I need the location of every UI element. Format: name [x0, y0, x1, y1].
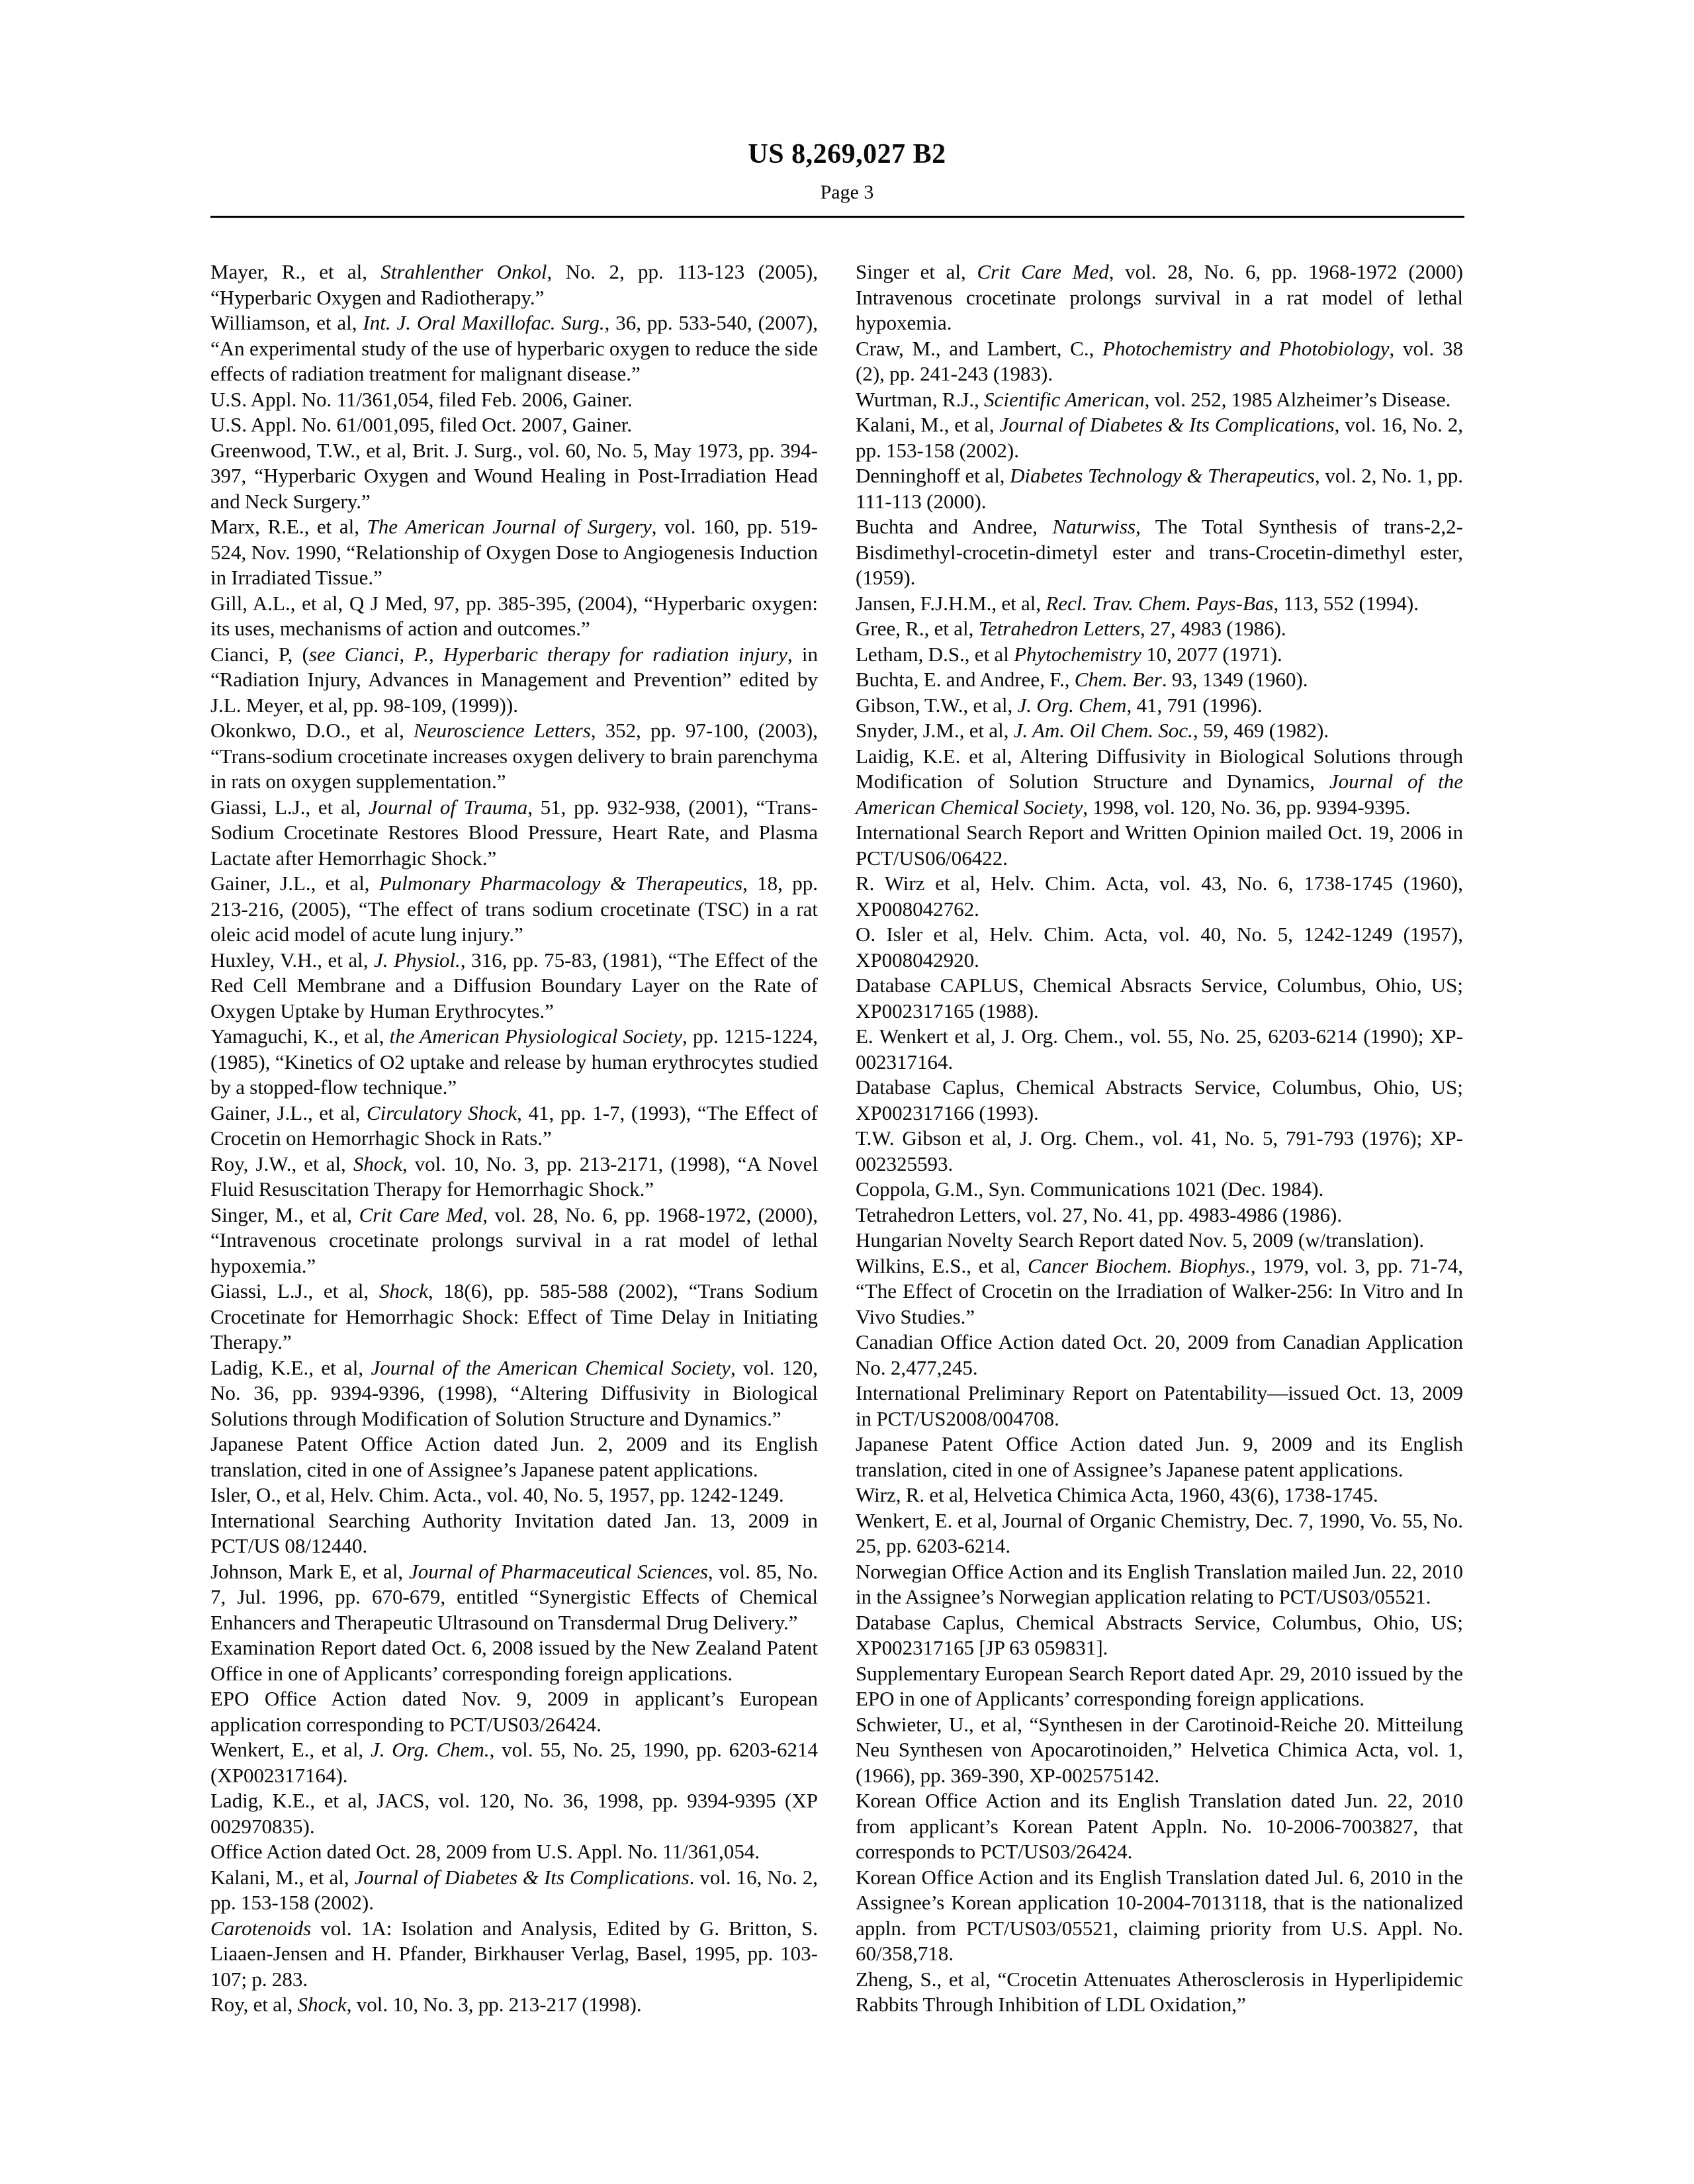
references-column-left [210, 259, 818, 2018]
reference-entry: Office Action dated Oct. 28, 2009 from U.S. Appl. No. 11/361,054. [210, 1840, 760, 1863]
reference-entry: Gibson, T.W., et al, J. Org. Chem, 41, 791 (1996). [856, 693, 1263, 717]
reference-entry: Korean Office Action and its English Translation dated Jun. 22, 2010 from applicant’s Korean Patent Appln. No. 10-2006-7003827, that corresponds to PCT/US03/26424. [856, 1789, 1463, 1863]
reference-entry: Wilkins, E.S., et al, Cancer Biochem. Biophys., 1979, vol. 3, pp. 71-74, “The Effect of Crocetin on the Irradiation of Walker-256: In Vitro and In Vivo Studies.” [856, 1253, 1464, 1328]
reference-entry: Gainer, J.L., et al, Pulmonary Pharmacology & Therapeutics, 18, pp. 213-216, (2005), “The effect of trans sodium crocetinate (TSC) in a rat oleic acid model of acute lung injury.” [210, 872, 818, 946]
reference-entry: Wirz, R. et al, Helvetica Chimica Acta, 1960, 43(6), 1738-1745. [856, 1483, 1378, 1506]
reference-entry: Japanese Patent Office Action dated Jun. 2, 2009 and its English translation, cited in one of Assignee’s Japanese patent applications. [210, 1432, 818, 1481]
references-column-right [856, 259, 1463, 2018]
reference-entry: Database Caplus, Chemical Abstracts Service, Columbus, Ohio, US; XP002317166 (1993). [856, 1075, 1463, 1124]
reference-entry: Kalani, M., et al, Journal of Diabetes & Its Complications. vol. 16, No. 2, pp. 153-158 (2002). [210, 1865, 818, 1914]
reference-entry: Japanese Patent Office Action dated Jun. 9, 2009 and its English translation, cited in one of Assignee’s Japanese patent applications. [856, 1432, 1463, 1481]
reference-entry: U.S. Appl. No. 61/001,095, filed Oct. 2007, Gainer. [210, 413, 633, 436]
reference-entry: R. Wirz et al, Helv. Chim. Acta, vol. 43, No. 6, 1738-1745 (1960), XP008042762. [856, 872, 1463, 921]
reference-entry: Giassi, L.J., et al, Journal of Trauma, 51, pp. 932-938, (2001), “Trans-Sodium Crocetinate Restores Blood Pressure, Heart Rate, and Plasma Lactate after Hemorrhagic Shock.” [210, 795, 819, 870]
reference-entry: Snyder, J.M., et al, J. Am. Oil Chem. Soc., 59, 469 (1982). [856, 719, 1329, 742]
reference-entry: International Preliminary Report on Patentability—issued Oct. 13, 2009 in PCT/US2008/004708. [856, 1381, 1463, 1430]
reference-entry: Isler, O., et al, Helv. Chim. Acta., vol. 40, No. 5, 1957, pp. 1242-1249. [210, 1483, 784, 1506]
reference-entry: Wenkert, E., et al, J. Org. Chem., vol. 55, No. 25, 1990, pp. 6203-6214 (XP002317164). [210, 1738, 818, 1787]
patent-number: US 8,269,027 B2 [748, 139, 946, 169]
reference-entry: International Search Report and Written Opinion mailed Oct. 19, 2006 in PCT/US06/06422. [856, 821, 1463, 870]
reference-entry: Korean Office Action and its English Translation dated Jul. 6, 2010 in the Assignee’s Korean application 10-2004-7013118, that is the nationalized appln. from PCT/US03/05521, claiming priority from U.S. Appl. No. 60/358,718. [856, 1865, 1463, 1965]
reference-entry: Jansen, F.J.H.M., et al, Recl. Trav. Chem. Pays-Bas, 113, 552 (1994). [856, 591, 1419, 615]
reference-entry: Database CAPLUS, Chemical Absracts Service, Columbus, Ohio, US; XP002317165 (1988). [856, 974, 1463, 1023]
reference-entry: EPO Office Action dated Nov. 9, 2009 in applicant’s European application corresponding to PCT/US03/26424. [210, 1687, 818, 1736]
reference-entry: Craw, M., and Lambert, C., Photochemistry and Photobiology, vol. 38 (2), pp. 241-243 (1983). [856, 336, 1463, 385]
reference-entry: Canadian Office Action dated Oct. 20, 2009 from Canadian Application No. 2,477,245. [856, 1330, 1463, 1379]
reference-entry: Huxley, V.H., et al, J. Physiol., 316, pp. 75-83, (1981), “The Effect of the Red Cell Membrane and a Diffusion Boundary Layer on the Rate of Oxygen Uptake by Human Erythrocytes.” [210, 948, 818, 1023]
reference-entry: Marx, R.E., et al, The American Journal of Surgery, vol. 160, pp. 519-524, Nov. 1990, “Relationship of Oxygen Dose to Angiogenesis Induction in Irradiated Tissue.” [210, 515, 818, 589]
reference-entry: Database Caplus, Chemical Abstracts Service, Columbus, Ohio, US; XP002317165 [JP 63 059831]. [856, 1610, 1463, 1659]
reference-entry: Okonkwo, D.O., et al, Neuroscience Letters, 352, pp. 97-100, (2003), “Trans-sodium crocetinate increases oxygen delivery to brain parenchyma in rats on oxygen supplementation.” [210, 719, 818, 793]
reference-entry: Supplementary European Search Report dated Apr. 29, 2010 issued by the EPO in one of Applicants’ corresponding foreign applications. [856, 1661, 1463, 1710]
reference-entry: Mayer, R., et al, Strahlenther Onkol, No. 2, pp. 113-123 (2005), “Hyperbaric Oxygen and Radiotherapy.” [210, 260, 819, 309]
reference-entry: Gainer, J.L., et al, Circulatory Shock, 41, pp. 1-7, (1993), “The Effect of Crocetin on Hemorrhagic Shock in Rats.” [210, 1101, 818, 1150]
reference-entry: Cianci, P, (see Cianci, P., Hyperbaric therapy for radiation injury, in “Radiation Injury, Advances in Management and Prevention” edited by J.L. Meyer, et al, pp. 98-109, (1999)). [210, 642, 818, 717]
references-section [210, 259, 1464, 2018]
reference-entry: Norwegian Office Action and its English Translation mailed Jun. 22, 2010 in the Assignee’s Norwegian application relating to PCT/US03/05521. [856, 1559, 1463, 1608]
page-number-label: Page 3 [820, 181, 874, 203]
reference-entry: International Searching Authority Invitation dated Jan. 13, 2009 in PCT/US 08/12440. [210, 1508, 818, 1557]
reference-entry: U.S. Appl. No. 11/361,054, filed Feb. 2006, Gainer. [210, 387, 633, 411]
reference-entry: Singer, M., et al, Crit Care Med, vol. 28, No. 6, pp. 1968-1972, (2000), “Intravenous crocetinate prolongs survival in a rat model of lethal hypoxemia.” [210, 1203, 818, 1277]
reference-entry: Wenkert, E. et al, Journal of Organic Chemistry, Dec. 7, 1990, Vo. 55, No. 25, pp. 6203-6214. [856, 1508, 1463, 1557]
header-divider-line [210, 216, 1464, 218]
reference-entry: Gree, R., et al, Tetrahedron Letters, 27, 4983 (1986). [856, 617, 1286, 640]
reference-entry: Denninghoff et al, Diabetes Technology & Therapeutics, vol. 2, No. 1, pp. 111-113 (2000). [856, 464, 1464, 513]
reference-entry: Buchta, E. and Andree, F., Chem. Ber. 93, 1349 (1960). [856, 668, 1308, 691]
reference-entry: Zheng, S., et al, “Crocetin Attenuates Atherosclerosis in Hyperlipidemic Rabbits Through Inhibition of LDL Oxidation,” [856, 1967, 1463, 2016]
reference-entry: E. Wenkert et al, J. Org. Chem., vol. 55, No. 25, 6203-6214 (1990); XP-002317164. [856, 1024, 1463, 1073]
reference-entry: Examination Report dated Oct. 6, 2008 issued by the New Zealand Patent Office in one of Applicants’ corresponding foreign applications. [210, 1636, 818, 1685]
page-header [0, 140, 1694, 203]
reference-entry: Buchta and Andree, Naturwiss, The Total Synthesis of trans-2,2-Bisdimethyl-crocetin-dimetyl ester and trans-Crocetin-dimethyl ester, (1959). [856, 515, 1463, 589]
reference-entry: Tetrahedron Letters, vol. 27, No. 41, pp. 4983-4986 (1986). [856, 1203, 1343, 1226]
reference-entry: Schwieter, U., et al, “Synthesen in der Carotinoid-Reiche 20. Mitteilung Neu Synthesen von Apocarotinoiden,” Helvetica Chimica Acta, vol. 1, (1966), pp. 369-390, XP-002575142. [856, 1712, 1463, 1787]
reference-entry: Letham, D.S., et al Phytochemistry 10, 2077 (1971). [856, 642, 1282, 666]
reference-entry: Giassi, L.J., et al, Shock, 18(6), pp. 585-588 (2002), “Trans Sodium Crocetinate for Hemorrhagic Shock: Effect of Time Delay in Initiating Therapy.” [210, 1279, 819, 1353]
reference-entry: Williamson, et al, Int. J. Oral Maxillofac. Surg., 36, pp. 533-540, (2007), “An experimental study of the use of hyperbaric oxygen to reduce the side effects of radiation treatment for malignant disease.” [210, 311, 818, 385]
reference-entry: Roy, J.W., et al, Shock, vol. 10, No. 3, pp. 213-2171, (1998), “A Novel Fluid Resuscitation Therapy for Hemorrhagic Shock.” [210, 1152, 818, 1201]
reference-entry: Laidig, K.E. et al, Altering Diffusivity in Biological Solutions through Modification of Solution Structure and Dynamics, Journal of the American Chemical Society, 1998, vol. 120, No. 36, pp. 9394-9395. [856, 744, 1463, 819]
reference-entry: Ladig, K.E., et al, JACS, vol. 120, No. 36, 1998, pp. 9394-9395 (XP 002970835). [210, 1789, 818, 1838]
reference-entry: Carotenoids vol. 1A: Isolation and Analysis, Edited by G. Britton, S. Liaaen-Jensen and H. Pfander, Birkhauser Verlag, Basel, 1995, pp. 103-107; p. 283. [210, 1916, 818, 1991]
reference-entry: Singer et al, Crit Care Med, vol. 28, No. 6, pp. 1968-1972 (2000) Intravenous crocetinate prolongs survival in a rat model of lethal hypoxemia. [856, 260, 1463, 334]
reference-entry: Wurtman, R.J., Scientific American, vol. 252, 1985 Alzheimer’s Disease. [856, 387, 1451, 411]
reference-entry: Ladig, K.E., et al, Journal of the American Chemical Society, vol. 120, No. 36, pp. 9394-9396, (1998), “Altering Diffusivity in Biological Solutions through Modification of Solution Structure and Dynamics.” [210, 1355, 818, 1430]
reference-entry: O. Isler et al, Helv. Chim. Acta, vol. 40, No. 5, 1242-1249 (1957), XP008042920. [856, 923, 1463, 972]
reference-entry: Roy, et al, Shock, vol. 10, No. 3, pp. 213-217 (1998). [210, 1993, 642, 2016]
reference-entry: Johnson, Mark E, et al, Journal of Pharmaceutical Sciences, vol. 85, No. 7, Jul. 1996, pp. 670-679, entitled “Synergistic Effects of Chemical Enhancers and Therapeutic Ultrasound on Transdermal Drug Delivery.” [210, 1559, 818, 1634]
reference-entry: Coppola, G.M., Syn. Communications 1021 (Dec. 1984). [856, 1177, 1324, 1201]
reference-entry: Gill, A.L., et al, Q J Med, 97, pp. 385-395, (2004), “Hyperbaric oxygen: its uses, mechanisms of action and outcomes.” [210, 591, 818, 640]
reference-entry: T.W. Gibson et al, J. Org. Chem., vol. 41, No. 5, 791-793 (1976); XP-002325593. [856, 1126, 1463, 1175]
reference-entry: Greenwood, T.W., et al, Brit. J. Surg., vol. 60, No. 5, May 1973, pp. 394-397, “Hyperbaric Oxygen and Wound Healing in Post-Irradiation Head and Neck Surgery.” [210, 438, 818, 513]
reference-entry: Kalani, M., et al, Journal of Diabetes & Its Complications, vol. 16, No. 2, pp. 153-158 (2002). [856, 413, 1463, 462]
reference-entry: Yamaguchi, K., et al, the American Physiological Society, pp. 1215-1224, (1985), “Kinetics of O2 uptake and release by human erythrocytes studied by a stopped-flow technique.” [210, 1024, 818, 1099]
reference-entry: Hungarian Novelty Search Report dated Nov. 5, 2009 (w/translation). [856, 1228, 1425, 1251]
